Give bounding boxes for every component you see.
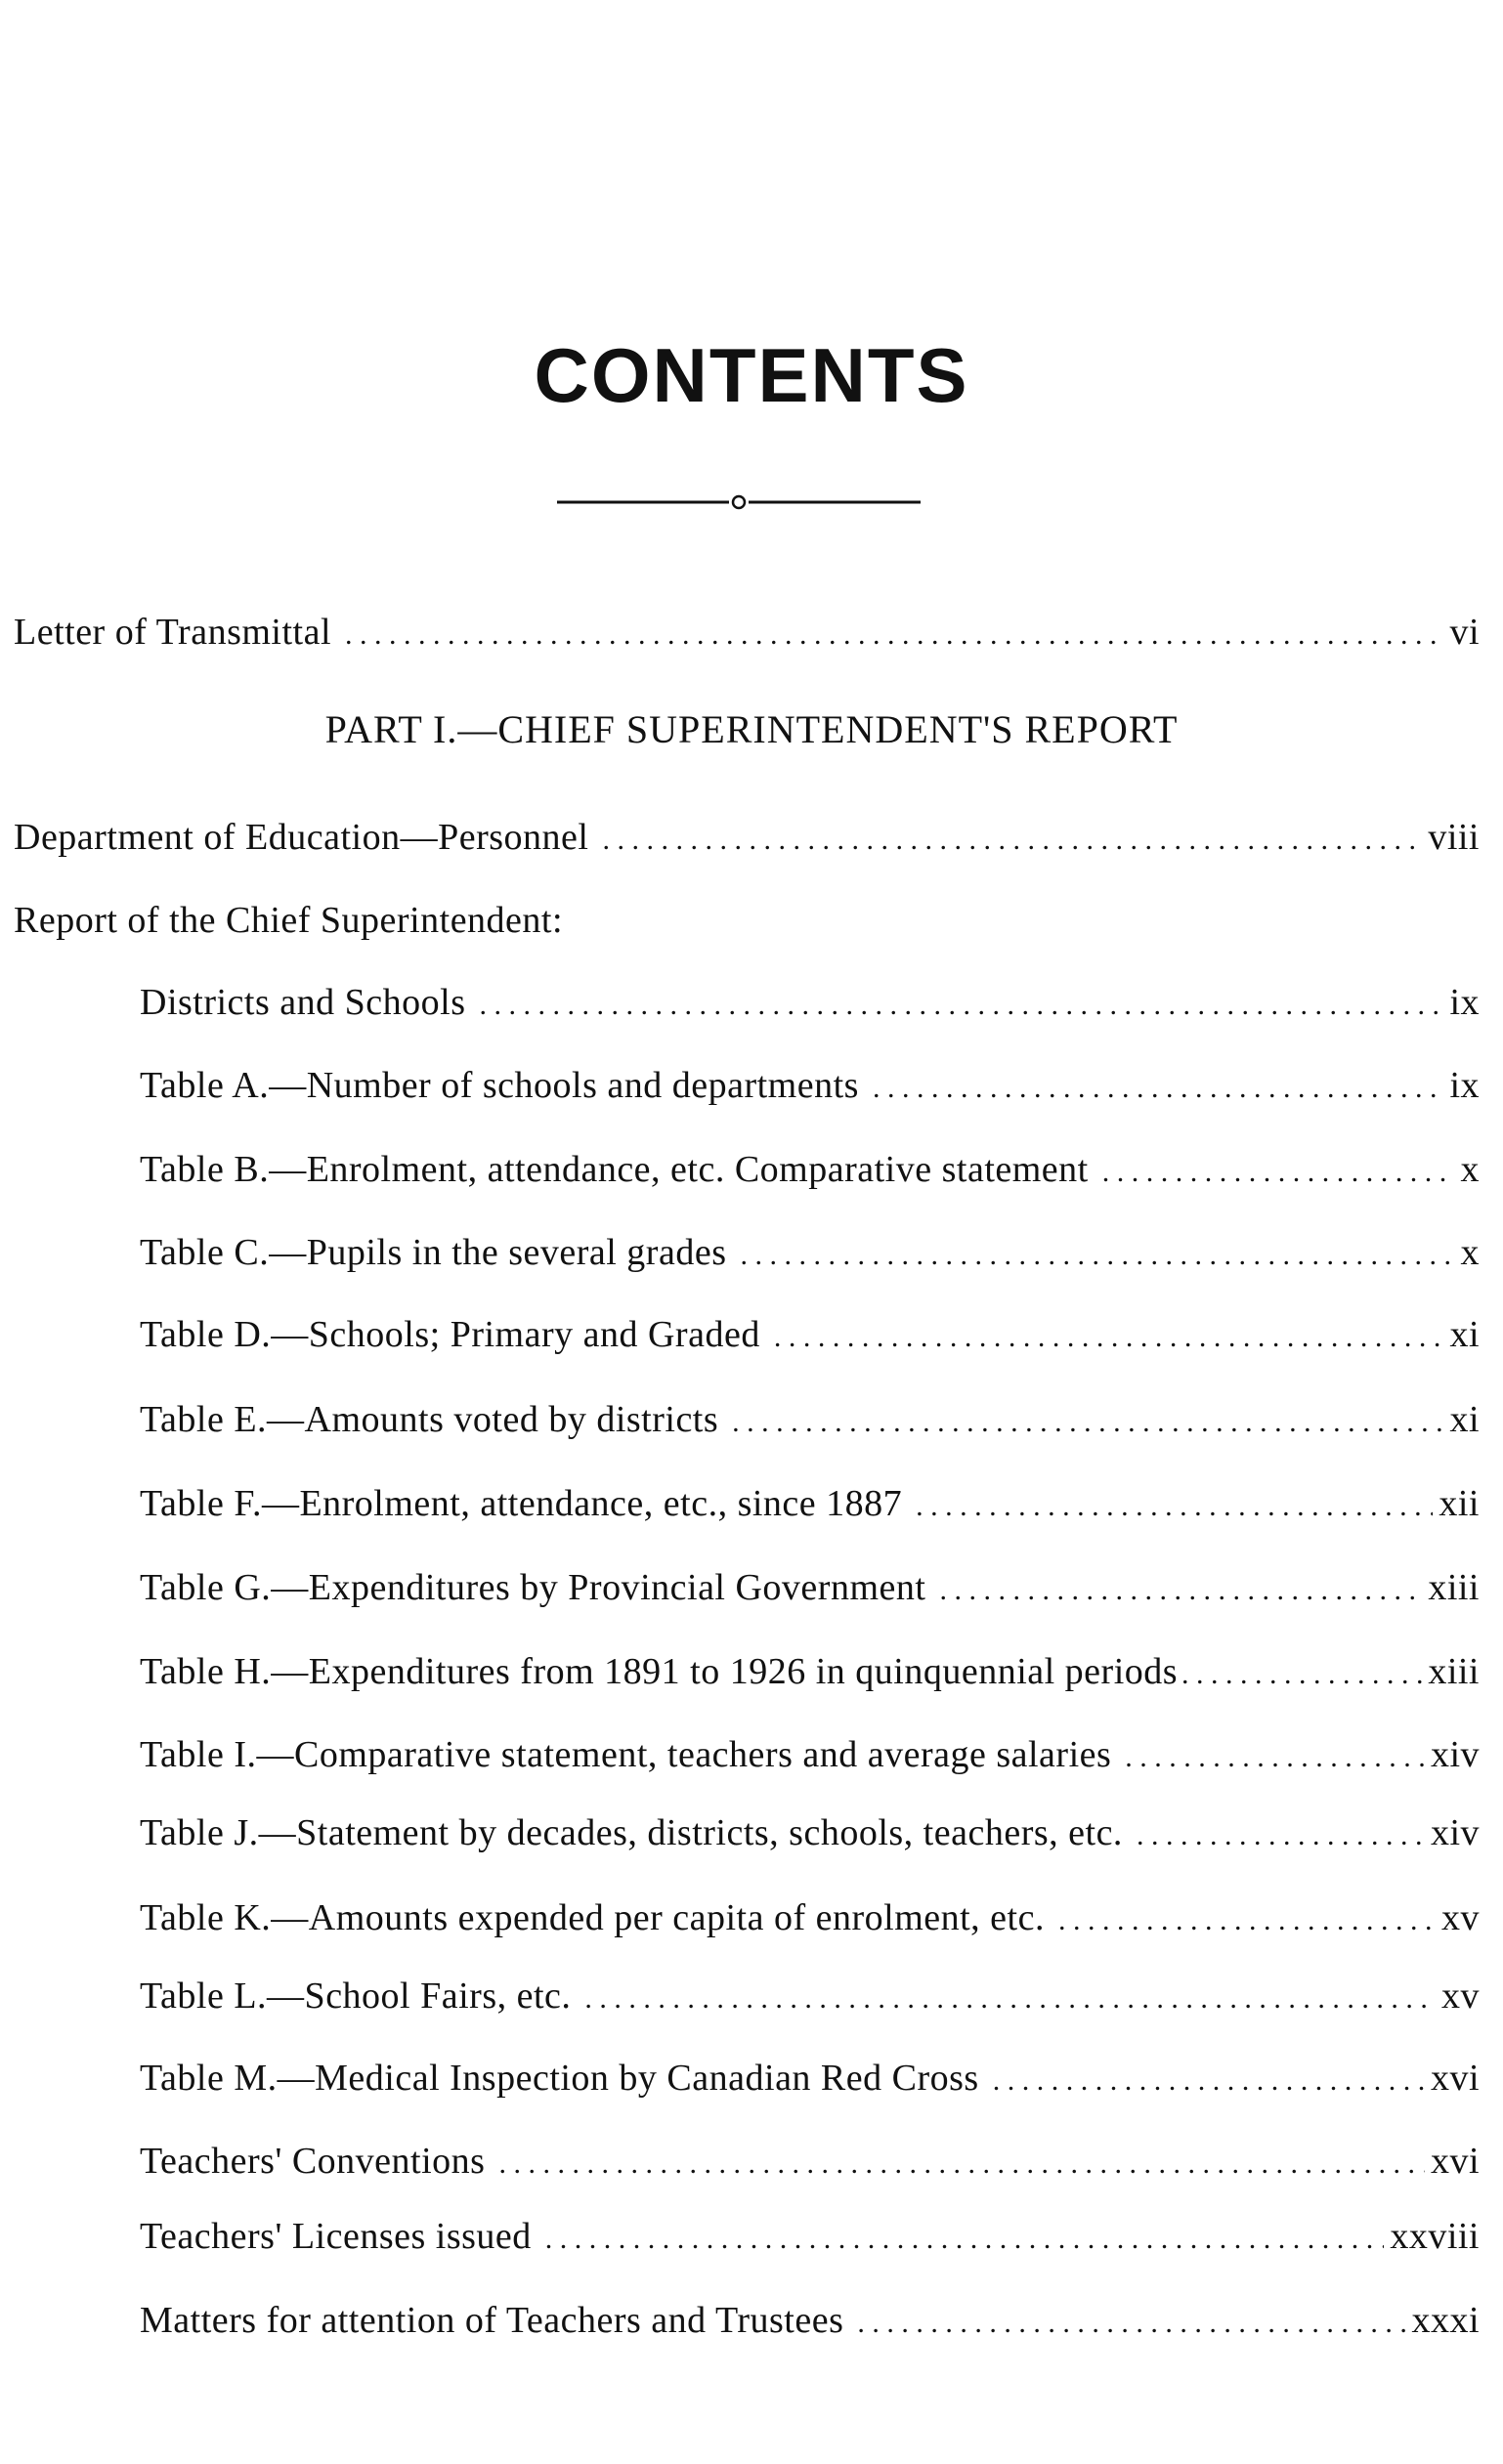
report-heading: Report of the Chief Superintendent:: [14, 900, 564, 941]
dot-leader: [545, 2225, 1385, 2254]
toc-entry-letter-of-transmittal: [14, 614, 1480, 651]
dot-leader: [857, 2309, 1405, 2338]
toc-entry-page: viii: [1428, 817, 1480, 858]
toc-entry-label: Table E.—Amounts voted by districts: [140, 1399, 719, 1440]
toc-entry: [140, 1316, 1480, 1353]
dot-leader: [916, 1492, 1433, 1521]
toc-entry: [140, 2060, 1480, 2097]
toc-entry-label: Districts and Schools: [140, 982, 466, 1023]
toc-entry-label: Table H.—Expenditures from 1891 to 1926 in quinquennial periods: [140, 1651, 1179, 1692]
toc-entry-label: Table I.—Comparative statement, teachers and average salaries: [140, 1734, 1112, 1775]
toc-entry-label: Teachers' Licenses issued: [140, 2216, 532, 2257]
toc-entry-label: Table F.—Enrolment, attendance, etc., since 1887: [140, 1483, 903, 1524]
dot-leader: [498, 2149, 1425, 2179]
dot-leader: [741, 1241, 1455, 1270]
toc-entry-page: xv: [1441, 1897, 1480, 1938]
toc-entry-label: Table M.—Medical Inspection by Canadian Red Cross: [140, 2058, 979, 2099]
toc-entry: [140, 1814, 1480, 1851]
toc-entry-label: Table J.—Statement by decades, districts, schools, teachers, etc.: [140, 1812, 1123, 1853]
toc-entry-page: xi: [1449, 1399, 1480, 1440]
title-ornament-divider: [557, 493, 921, 511]
toc-entry-label: Matters for attention of Teachers and Trustees: [140, 2300, 844, 2341]
dot-leader: [1181, 1660, 1426, 1689]
toc-entry-page: xii: [1439, 1483, 1480, 1524]
toc-entry-page: x: [1460, 1149, 1480, 1190]
dot-leader: [1058, 1906, 1436, 1935]
toc-entry-label: Table C.—Pupils in the several grades: [140, 1232, 727, 1273]
toc-entry: [140, 1977, 1480, 2015]
dot-leader: [584, 1984, 1436, 2014]
toc-entry-label: Table A.—Number of schools and departments: [140, 1065, 859, 1106]
toc-entry: [140, 984, 1480, 1021]
toc-entry-page: ix: [1449, 982, 1480, 1023]
dot-leader: [479, 991, 1443, 1020]
dot-leader: [1125, 1743, 1425, 1772]
toc-entry-label: Table D.—Schools; Primary and Graded: [140, 1314, 760, 1355]
toc-entry-department-personnel: [14, 819, 1480, 856]
dot-leader: [939, 1576, 1422, 1605]
toc-entry-page: xxviii: [1390, 2216, 1480, 2257]
toc-entry-page: xiii: [1428, 1651, 1480, 1692]
toc-entry: [140, 1234, 1480, 1271]
dot-leader: [732, 1408, 1443, 1437]
toc-entry: [140, 2143, 1480, 2180]
toc-entry-label: Teachers' Conventions: [140, 2141, 486, 2182]
toc-entry-page: xvi: [1430, 2141, 1480, 2182]
toc-entry-page: ix: [1449, 1065, 1480, 1106]
toc-entry: [140, 1485, 1480, 1522]
dot-leader: [345, 620, 1443, 650]
dot-leader: [1102, 1158, 1455, 1187]
toc-entry-page: xiv: [1430, 1734, 1480, 1775]
toc-entry-page: vi: [1449, 612, 1480, 653]
dot-leader: [873, 1074, 1443, 1103]
dot-leader: [602, 826, 1422, 855]
dot-leader: [1137, 1821, 1425, 1850]
toc-entry-label: Table B.—Enrolment, attendance, etc. Comparative statement: [140, 1149, 1089, 1190]
part-heading: PART I.—CHIEF SUPERINTENDENT'S REPORT: [324, 707, 1179, 751]
toc-entry: [140, 1067, 1480, 1104]
toc-entry-label: Letter of Transmittal: [14, 612, 332, 653]
toc-entry: [140, 2302, 1480, 2339]
toc-entry: [140, 1401, 1480, 1438]
toc-entry-label: Table G.—Expenditures by Provincial Government: [140, 1567, 926, 1608]
toc-entry-page: xv: [1441, 1975, 1480, 2017]
toc-entry-page: xxxi: [1411, 2300, 1480, 2341]
toc-entry: [140, 1569, 1480, 1606]
toc-entry-label: Department of Education—Personnel: [14, 817, 589, 858]
toc-entry: [140, 2218, 1480, 2255]
toc-entry-page: xvi: [1430, 2058, 1480, 2099]
toc-entry: [140, 1653, 1480, 1690]
toc-entry: [140, 1151, 1480, 1188]
dot-leader: [774, 1323, 1444, 1352]
toc-entry: [140, 1899, 1480, 1936]
toc-entry-page: x: [1460, 1232, 1480, 1273]
toc-entry-page: xiii: [1428, 1567, 1480, 1608]
toc-entry-page: xi: [1449, 1314, 1480, 1355]
dot-leader: [993, 2066, 1425, 2096]
toc-entry-label: Table K.—Amounts expended per capita of enrolment, etc.: [140, 1897, 1045, 1938]
page-title: CONTENTS: [534, 332, 969, 418]
toc-entry-label: Table L.—School Fairs, etc.: [140, 1975, 572, 2017]
toc-entry: [140, 1736, 1480, 1773]
toc-entry-page: xiv: [1430, 1812, 1480, 1853]
